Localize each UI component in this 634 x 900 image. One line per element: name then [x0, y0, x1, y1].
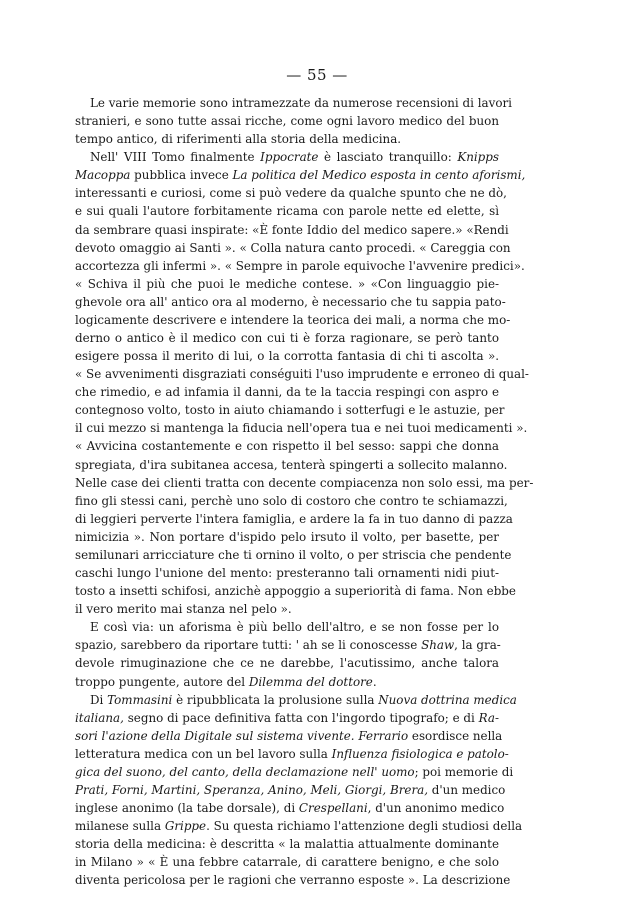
italic-text: Knipps	[457, 150, 499, 165]
text-run: è lasciato tranquillo:	[318, 150, 458, 165]
text-line	[75, 745, 509, 763]
text-run: contegnoso volto, tosto in aiuto chiamando i sotterfugi e le astuzie, per	[75, 403, 505, 418]
text-run: .	[372, 674, 377, 689]
italic-text: Ferrario	[358, 728, 409, 743]
text-run: diventa pericolosa per le ragioni che verranno esposte ». La descrizione	[75, 873, 511, 888]
text-run: pubblica invece	[130, 168, 233, 183]
text-run: d'un medico	[428, 782, 506, 797]
italic-text: gica del suono, del canto, della declamazione nell' uomo	[75, 764, 415, 779]
text-line	[75, 582, 516, 600]
text-run: storia della medicina: è descritta « la malattia attualmente dominante	[75, 837, 499, 852]
text-line	[75, 853, 499, 871]
text-run: segno di pace definitiva fatta con l'ingordo tipografo; e di	[123, 710, 479, 725]
text-line	[75, 166, 526, 184]
text-line	[75, 437, 499, 455]
text-run: tosto a insetti schifosi, anzichè appoggio a superiorità di fama. Non ebbe	[75, 584, 516, 599]
text-run: nimicizia ». Non portare d'ispido pelo irsuto il volto, per basette, per	[75, 529, 499, 544]
italic-text: Tommasini	[107, 692, 173, 707]
text-line	[75, 871, 511, 889]
text-run: ; poi memorie di	[414, 764, 514, 779]
text-run: devoto omaggio ai Santi ». « Colla natura canto procedi. « Careggia con	[75, 240, 511, 255]
text-line	[75, 329, 499, 347]
text-line	[75, 492, 508, 510]
text-run: Nell' VIII Tomo finalmente	[90, 150, 261, 165]
text-run: letteratura medica con un bel lavoro sulla	[75, 746, 332, 761]
text-run: in Milano » « È una febbre catarrale, di carattere benigno, e che solo	[75, 855, 499, 870]
italic-text: Shaw	[421, 638, 455, 653]
text-run: che rimedio, e ad infamia il danni, da te la taccia respingi con aspro e	[75, 385, 499, 400]
text-run: il cui mezzo si mantenga la fiducia nell'opera tua e nei tuoi medicamenti ».	[75, 421, 528, 436]
text-run: troppo pungente, autore del	[75, 674, 249, 689]
text-line	[75, 564, 499, 582]
text-line	[75, 239, 511, 257]
text-run: semilunari arricciature che ti ornino il volto, o per striscia che pendente	[75, 547, 512, 562]
text-line	[75, 383, 499, 401]
text-run: esigere possa il merito di lui, o la corrotta fantasia di chi ti ascolta ».	[75, 349, 499, 364]
italic-text: Influenza fisiologica e patolo-	[331, 746, 509, 761]
text-run: spregiata, d'ira subitanea accesa, tenterà spingerti a sollecito malanno.	[75, 457, 508, 472]
text-line	[75, 510, 513, 528]
italic-text: sori l'azione della Digitale sul sistema vivente.	[75, 728, 355, 743]
text-line	[75, 474, 534, 492]
text-line	[75, 618, 499, 636]
text-line	[75, 654, 499, 672]
italic-text: Grippe	[164, 819, 207, 834]
text-run: tempo antico, di riferimenti alla storia della medicina.	[75, 132, 402, 147]
text-line	[75, 257, 525, 275]
text-run: inglese anonimo (la tabe dorsale), di	[75, 801, 299, 816]
text-line	[75, 184, 507, 202]
text-run: stranieri, e sono tutte assai ricche, come ogni lavoro medico del buon	[75, 114, 499, 129]
text-run: spazio, sarebbero da riportare tutti: ' ah se li conoscesse	[75, 638, 422, 653]
text-line	[75, 347, 499, 365]
text-line	[75, 112, 499, 130]
text-run: « Avvicina costantemente e con rispetto il bel sesso: sappi che donna	[75, 439, 499, 454]
page-number: — 55 —	[286, 66, 348, 84]
italic-text: La politica del Medico esposta in cento aforismi,	[232, 168, 526, 183]
text-line	[75, 636, 499, 654]
text-run: derno o antico è il medico con cui ti è forza ragionare, se però tanto	[75, 331, 499, 346]
text-line	[75, 781, 506, 799]
text-line	[75, 763, 514, 781]
text-run: logicamente descrivere e intendere la teorica dei mali, a norma che mo-	[75, 312, 511, 327]
text-line	[75, 419, 528, 437]
text-run: è ripubblicata la prolusione sulla	[172, 692, 379, 707]
text-run: . Su questa richiamo l'attenzione degli studiosi della	[206, 819, 523, 834]
body-text	[75, 94, 534, 889]
text-line	[75, 293, 506, 311]
italic-text: Crespellani	[298, 801, 368, 816]
text-run: devole rimuginazione che ce ne darebbe, l'acutissimo, anche talora	[75, 656, 499, 671]
italic-text: Ra-	[478, 710, 499, 725]
text-line	[75, 202, 499, 220]
text-run: il vero merito mai stanza nel pelo ».	[75, 602, 292, 617]
text-line	[75, 275, 499, 293]
text-line	[75, 456, 508, 474]
italic-text: Ippocrate	[260, 150, 319, 165]
text-run: Le varie memorie sono intramezzate da numerose recensioni di lavori	[90, 96, 512, 110]
text-line	[75, 600, 499, 618]
text-line	[75, 221, 509, 239]
text-run: e sui quali l'autore forbitamente ricama con parole nette ed elette, sì	[75, 204, 499, 219]
text-line	[75, 401, 505, 419]
text-run: fino gli stessi cani, perchè uno solo di costoro che contro te schiamazzi,	[75, 493, 508, 508]
text-run: da sembrare quasi inspirate: «È fonte Iddio del medico sapere.» «Rendi	[75, 222, 509, 237]
text-run: esordisce nella	[408, 728, 503, 743]
italic-text: Dilemma del dottore	[248, 674, 373, 689]
text-line	[75, 817, 523, 835]
text-run: caschi lungo l'unione del mento: presteranno tali ornamenti nidi piut-	[75, 566, 499, 581]
text-line	[75, 365, 529, 383]
text-line	[75, 799, 505, 817]
text-line	[75, 835, 499, 853]
text-run: E così via: un aforisma è più bello dell'altro, e se non fosse per lo	[90, 620, 499, 635]
text-run: accortezza gli infermi ». « Sempre in parole equivoche l'avvenire predici».	[75, 258, 525, 273]
text-run: Di	[90, 692, 108, 707]
text-line	[75, 709, 499, 727]
text-run: « Schiva il più che puoi le mediche contese. » «Con linguaggio pie-	[75, 276, 499, 291]
text-run: , d'un anonimo medico	[367, 801, 505, 816]
text-line	[75, 311, 511, 329]
italic-text: italiana,	[75, 710, 124, 725]
text-run: « Se avvenimenti disgraziati conséguiti l'uso imprudente e erroneo di qual-	[75, 367, 529, 382]
italic-text: Macoppa	[75, 168, 131, 183]
text-run: Nelle case dei clienti tratta con decente compiacenza non solo essi, ma per-	[75, 475, 534, 490]
text-line	[75, 94, 512, 112]
text-line	[75, 130, 499, 148]
text-run: ghevole ora all' antico ora al moderno, è necessario che tu sappia pato-	[75, 294, 506, 309]
text-run: milanese sulla	[75, 819, 165, 834]
text-run: di leggieri perverte l'intera famiglia, e ardere la fa in tuo danno di pazza	[75, 511, 513, 526]
text-run: , la gra-	[454, 638, 501, 653]
italic-text: Nuova dottrina medica	[378, 692, 517, 707]
text-line	[75, 528, 499, 546]
text-line	[75, 148, 499, 166]
text-line	[75, 673, 499, 691]
text-run: interessanti e curiosi, come si può vedere da qualche spunto che ne dò,	[75, 186, 507, 201]
text-line	[75, 691, 517, 709]
text-line	[75, 727, 503, 745]
text-line	[75, 546, 512, 564]
italic-text: Prati, Forni, Martini, Speranza, Anino, Meli, Giorgi, Brera,	[75, 782, 428, 797]
